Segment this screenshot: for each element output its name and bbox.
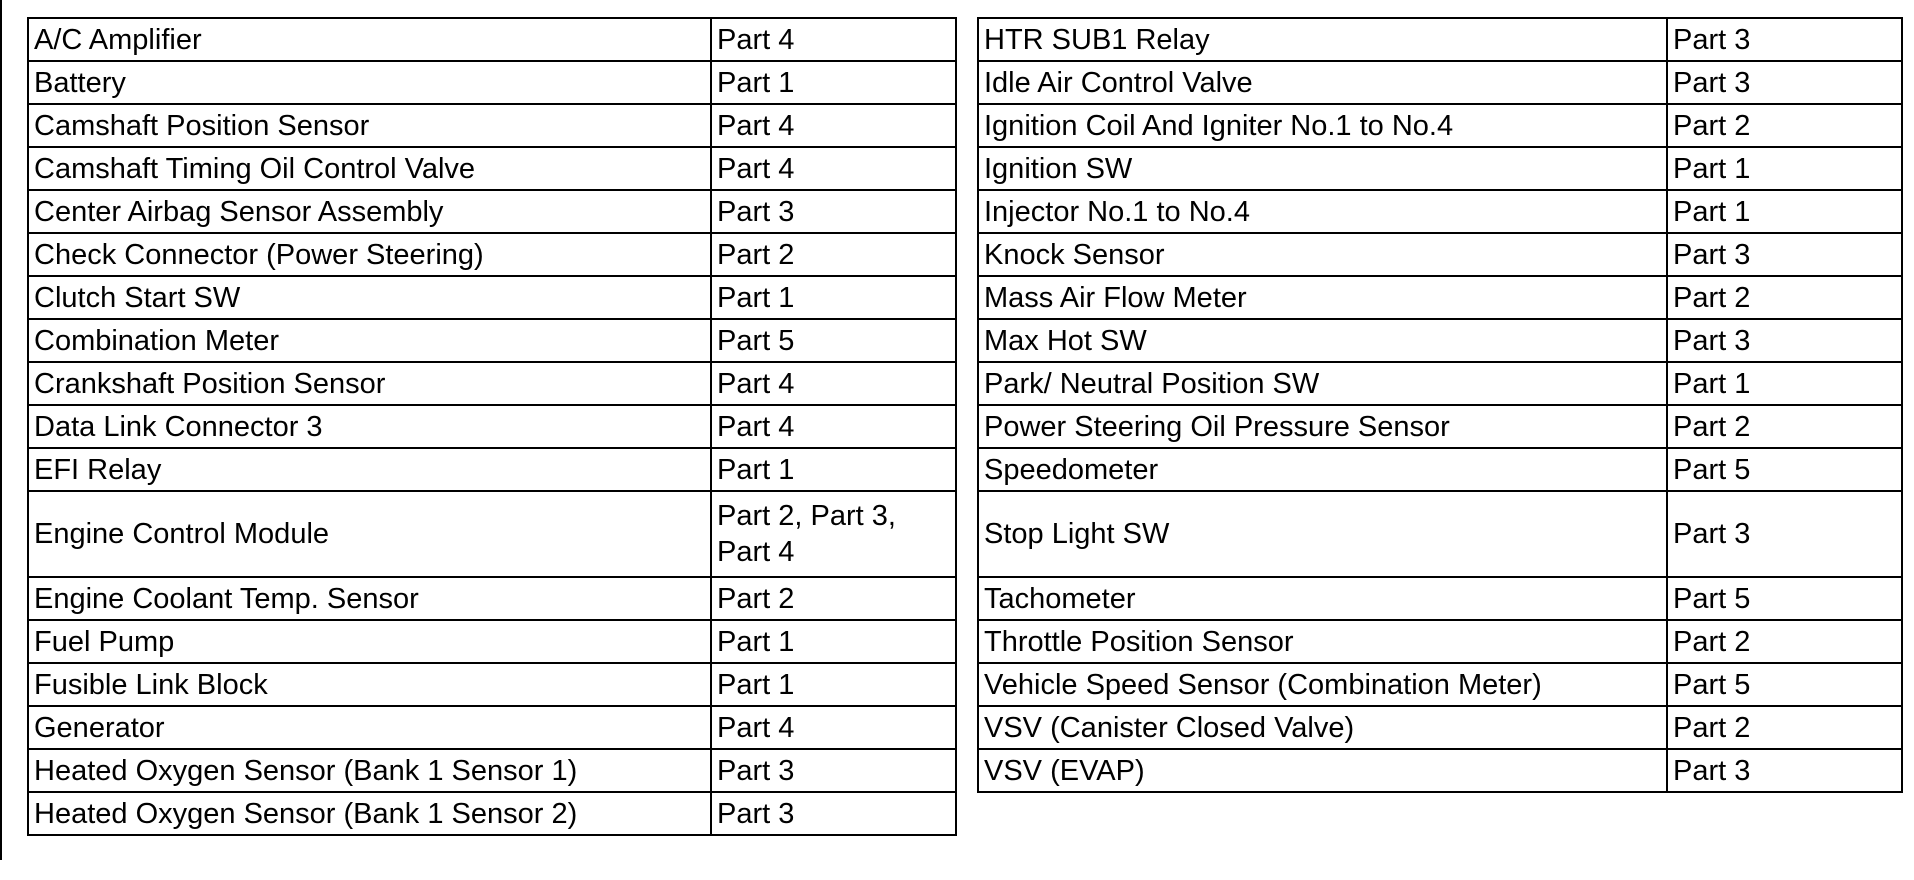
component-name: VSV (Canister Closed Valve) [978, 706, 1667, 749]
table-row [978, 147, 1902, 190]
table-row [28, 491, 956, 577]
table-row [28, 706, 956, 749]
table-row [978, 362, 1902, 405]
component-name: Ignition Coil And Igniter No.1 to No.4 [978, 104, 1667, 147]
part-reference: Part 2 [1667, 276, 1902, 319]
component-name: VSV (EVAP) [978, 749, 1667, 792]
component-name: Ignition SW [978, 147, 1667, 190]
table-row [978, 61, 1902, 104]
table-row [28, 749, 956, 792]
component-name: Vehicle Speed Sensor (Combination Meter) [978, 663, 1667, 706]
component-name: Throttle Position Sensor [978, 620, 1667, 663]
table-row [28, 147, 956, 190]
component-name: Idle Air Control Valve [978, 61, 1667, 104]
table-row [28, 448, 956, 491]
table-row [28, 190, 956, 233]
component-name: Mass Air Flow Meter [978, 276, 1667, 319]
part-reference: Part 2, Part 3, Part 4 [711, 491, 956, 577]
component-name: Engine Control Module [28, 491, 711, 577]
table-row [28, 663, 956, 706]
part-reference: Part 2 [711, 233, 956, 276]
part-reference: Part 3 [1667, 319, 1902, 362]
part-reference: Part 1 [1667, 190, 1902, 233]
table-row [978, 190, 1902, 233]
table-row [978, 663, 1902, 706]
component-name: Power Steering Oil Pressure Sensor [978, 405, 1667, 448]
table-row [978, 491, 1902, 577]
part-reference: Part 4 [711, 405, 956, 448]
table-row [978, 620, 1902, 663]
component-name: Park/ Neutral Position SW [978, 362, 1667, 405]
part-reference: Part 1 [711, 663, 956, 706]
part-reference: Part 4 [711, 18, 956, 61]
part-reference: Part 5 [711, 319, 956, 362]
component-name: Engine Coolant Temp. Sensor [28, 577, 711, 620]
table-row [978, 104, 1902, 147]
component-name: A/C Amplifier [28, 18, 711, 61]
part-reference: Part 1 [1667, 147, 1902, 190]
table-row [28, 319, 956, 362]
table-row [978, 749, 1902, 792]
table-row [28, 577, 956, 620]
page-left-rule [0, 0, 2, 860]
table-row [978, 706, 1902, 749]
component-name: Camshaft Timing Oil Control Valve [28, 147, 711, 190]
table-row [28, 104, 956, 147]
table-row [978, 577, 1902, 620]
table-row [978, 405, 1902, 448]
part-reference: Part 4 [711, 706, 956, 749]
component-name: Combination Meter [28, 319, 711, 362]
table-row [978, 319, 1902, 362]
table-row [28, 233, 956, 276]
part-reference: Part 1 [1667, 362, 1902, 405]
component-name: Fusible Link Block [28, 663, 711, 706]
part-reference: Part 2 [711, 577, 956, 620]
part-reference: Part 4 [711, 104, 956, 147]
component-name: Battery [28, 61, 711, 104]
part-reference: Part 5 [1667, 663, 1902, 706]
component-name: Center Airbag Sensor Assembly [28, 190, 711, 233]
table-row [28, 18, 956, 61]
table-row [28, 276, 956, 319]
table-row [978, 233, 1902, 276]
component-name: Clutch Start SW [28, 276, 711, 319]
component-name: Injector No.1 to No.4 [978, 190, 1667, 233]
part-reference: Part 3 [711, 190, 956, 233]
component-name: Heated Oxygen Sensor (Bank 1 Sensor 2) [28, 792, 711, 835]
part-reference: Part 5 [1667, 448, 1902, 491]
component-index-table-left [27, 17, 957, 836]
part-reference: Part 2 [1667, 405, 1902, 448]
part-reference: Part 3 [1667, 749, 1902, 792]
component-name: Fuel Pump [28, 620, 711, 663]
part-reference: Part 3 [1667, 18, 1902, 61]
part-reference: Part 5 [1667, 577, 1902, 620]
table-row [28, 61, 956, 104]
table-row [28, 405, 956, 448]
component-name: EFI Relay [28, 448, 711, 491]
component-name: Speedometer [978, 448, 1667, 491]
part-reference: Part 2 [1667, 620, 1902, 663]
component-name: Stop Light SW [978, 491, 1667, 577]
part-reference: Part 3 [1667, 491, 1902, 577]
component-name: Crankshaft Position Sensor [28, 362, 711, 405]
part-reference: Part 3 [1667, 233, 1902, 276]
component-name: Heated Oxygen Sensor (Bank 1 Sensor 1) [28, 749, 711, 792]
component-name: Check Connector (Power Steering) [28, 233, 711, 276]
table-row [28, 362, 956, 405]
component-name: Max Hot SW [978, 319, 1667, 362]
component-name: Data Link Connector 3 [28, 405, 711, 448]
part-reference: Part 4 [711, 147, 956, 190]
component-name: HTR SUB1 Relay [978, 18, 1667, 61]
part-reference: Part 3 [711, 749, 956, 792]
part-reference: Part 3 [711, 792, 956, 835]
part-reference: Part 4 [711, 362, 956, 405]
component-name: Knock Sensor [978, 233, 1667, 276]
table-row [978, 18, 1902, 61]
table-row [978, 276, 1902, 319]
component-name: Camshaft Position Sensor [28, 104, 711, 147]
part-reference: Part 2 [1667, 706, 1902, 749]
component-name: Tachometer [978, 577, 1667, 620]
table-row [28, 792, 956, 835]
table-row [978, 448, 1902, 491]
component-name: Generator [28, 706, 711, 749]
part-reference: Part 1 [711, 620, 956, 663]
part-reference: Part 2 [1667, 104, 1902, 147]
table-row [28, 620, 956, 663]
part-reference: Part 1 [711, 276, 956, 319]
component-index-table-right [977, 17, 1903, 793]
part-reference: Part 1 [711, 61, 956, 104]
part-reference: Part 3 [1667, 61, 1902, 104]
part-reference: Part 1 [711, 448, 956, 491]
